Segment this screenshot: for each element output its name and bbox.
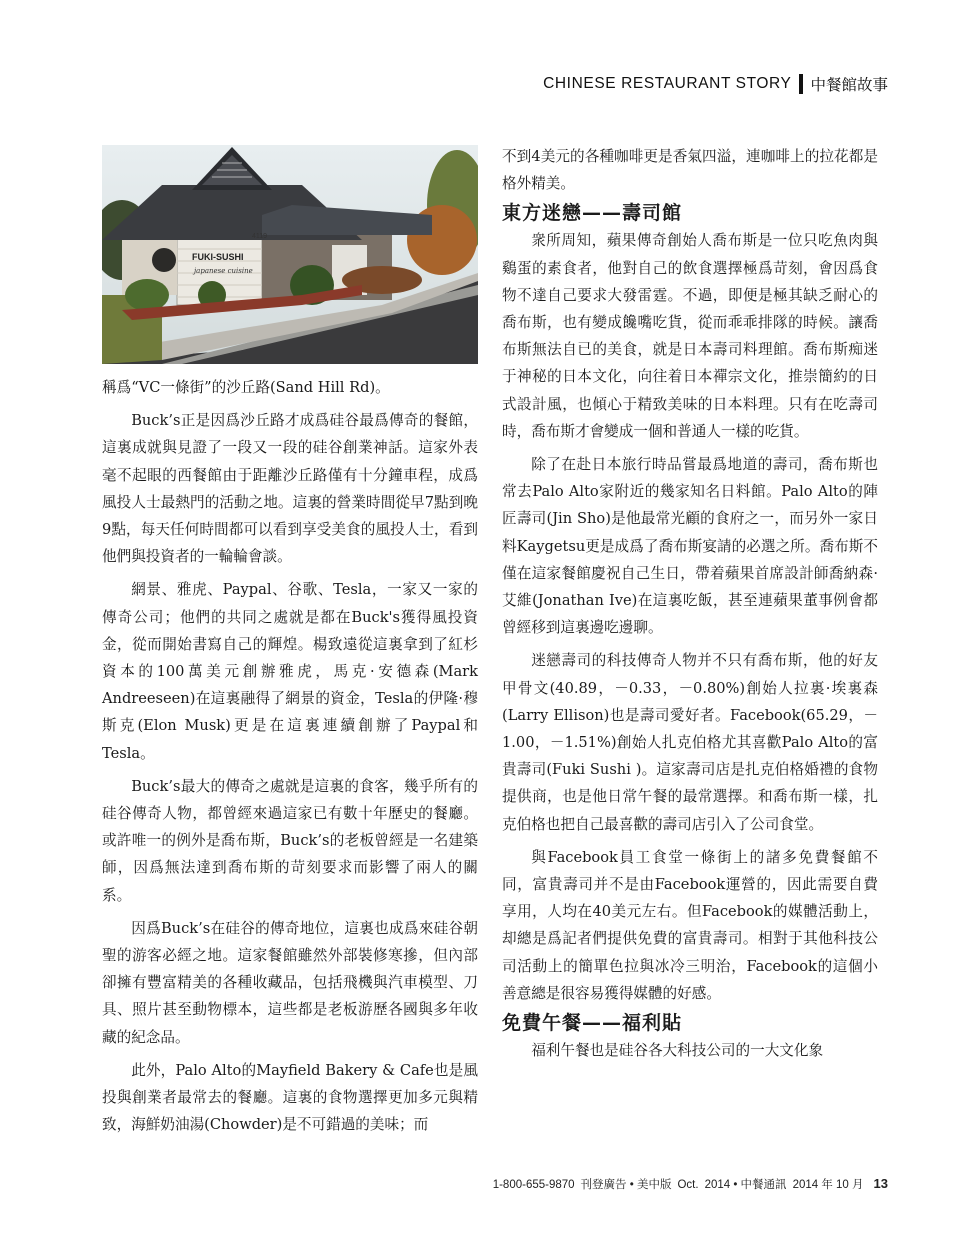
header-title-zh: 中餐館故事 [810,77,888,94]
footer-year-edition: 2014 • 中餐通訊 [704,1179,787,1191]
footer-date-zh: 2014 年 10 月 [792,1179,864,1191]
address-number: 4119 [252,233,268,240]
page-number: 13 [873,1176,888,1191]
left-paragraph-2: Buck’s正是因爲沙丘路才成爲硅谷最爲傳奇的餐館，這裏成就與見證了一段又一段的硅谷創業神話。這家外表毫不起眼的西餐館由于距離沙丘路僅有十分鐘車程，成爲風投人士最熱門的活動之地。這裏的營業時間從早7點到晚9點，每天任何時間都可以看到享受美食的風投人士，看到他們與投資者的一輪輪會談。 [102,412,478,566]
page-footer [493,1176,888,1192]
left-paragraph-1: 稱爲“VC一條街”的沙丘路(Sand Hill Rd)。 [102,379,390,396]
right-paragraph-4: 迷戀壽司的科技傳奇人物并不只有喬布斯，他的好友甲骨文(40.89，－0.33，－0.80%)創始人拉裏·埃裏森(Larry Ellison)也是壽司愛好者。Facebook(65.29，－1.00，－1.51%)創始人扎克伯格尤其喜歡Palo Alto的富貴壽司(Fuki Sushi )。這家壽司店是扎克伯格婚禮的食物提供商，也是他日常午餐的最常選擇。和喬布斯一樣，扎克伯格也把自己最喜歡的壽司店引入了公司食堂。 [502,652,878,833]
right-column [502,143,878,1064]
left-paragraph-5: 因爲Buck’s在硅谷的傳奇地位，這裏也成爲來硅谷朝聖的游客必經之地。這家餐館雖然外部裝修寒摻，但內部卻擁有豐富精美的各種收藏品，包括飛機與汽車模型、刀具、照片甚至動物標本，這些都是老板游歷各國與多年收藏的紀念品。 [102,919,478,1046]
right-paragraph-1: 不到4美元的各種咖啡更是香氣四溢，連咖啡上的拉花都是格外精美。 [502,148,878,193]
left-column [102,374,478,1138]
footer-ad-label: 刊登廣告 • 美中版 [580,1179,672,1191]
restaurant-photo [102,145,478,364]
footer-phone: 1-800-655-9870 [492,1179,575,1191]
sign-restaurant-name: FUKI-SUSHI [192,252,244,262]
header-divider [799,74,803,94]
right-paragraph-6: 福利午餐也是硅谷各大科技公司的一大文化象 [531,1042,824,1060]
right-paragraph-2: 衆所周知，蘋果傳奇創始人喬布斯是一位只吃魚肉與鷄蛋的素食者，他對自己的飲食選擇極爲苛刻，會因爲食物不達自己要求大發雷霆。不過，即便是極其缺乏耐心的喬布斯，也有變成饞嘴吃貨，從而乖乖排隊的時候。讓喬布斯無法自已的美食，就是日本壽司料理館。喬布斯痴迷于神秘的日本文化，向往着日本禪宗文化，推崇簡約的日式設計風，也傾心于精致美味的日本料理。只有在吃壽司時，喬布斯才會變成一個和普通人一樣的吃貨。 [502,232,878,440]
right-paragraph-3: 除了在赴日本旅行時品嘗最爲地道的壽司，喬布斯也常去Palo Alto家附近的幾家知名日料館。Palo Alto的陣匠壽司(Jin Sho)是他最常光顧的食府之一，而另外一家日料Kaygetsu更是成爲了喬布斯宴請的必選之所。喬布斯不僅在這家餐館慶祝自己生日，帶着蘋果首席設計師喬納森·艾維(Jonathan Ive)在這裏吃飯，甚至連蘋果董事例會都曾經移到這裏邊吃邊聊。 [502,456,878,637]
section-heading-sushi: 東方迷戀——壽司館 [502,202,683,225]
left-paragraph-6: 此外，Palo Alto的Mayfield Bakery & Cafe也是風投與創業者最常去的餐廳。這裏的食物選擇更加多元與精致，海鮮奶油湯(Chowder)是不可錯過的美味；而 [102,1061,478,1134]
left-paragraph-4: Buck’s最大的傳奇之處就是這裏的食客，幾乎所有的硅谷傳奇人物，都曾經來過這家已有數十年歷史的餐廳。或許唯一的例外是喬布斯，Buck’s的老板曾經是一名建築師，因爲無法達到喬布斯的苛刻要求而影響了兩人的關系。 [102,777,478,904]
section-heading-free-lunch: 免費午餐——福利貼 [502,1012,683,1035]
running-header [543,71,888,97]
footer-month: Oct. [677,1179,699,1191]
right-paragraph-5: 與Facebook員工食堂一條街上的諸多免費餐館不同，富貴壽司并不是由Facebook運營的，因此需要自費享用，人均在40美元左右。但Facebook的媒體活動上，却總是爲記者們提供免費的富貴壽司。相對于其他科技公司活動上的簡單色拉與冰冷三明治，Facebook的這個小善意總是很容易獲得媒體的好感。 [502,848,878,1002]
left-paragraph-3: 網景、雅虎、Paypal、谷歌、Tesla，一家又一家的傳奇公司；他們的共同之處就是都在Buck's獲得風投資金，從而開始書寫自己的輝煌。楊致遠從這裏拿到了紅杉資本的100萬美元創辦雅虎，馬克·安德森(Mark Andreeseen)在這裏融得了網景的資金，Tesla的伊隆·穆斯克(Elon Musk)更是在這裏連續創辦了Paypal和Tesla。 [102,581,478,762]
sign-cuisine: japanese cuisine [194,267,253,275]
header-title-en: CHINESE RESTAURANT STORY [543,75,792,92]
